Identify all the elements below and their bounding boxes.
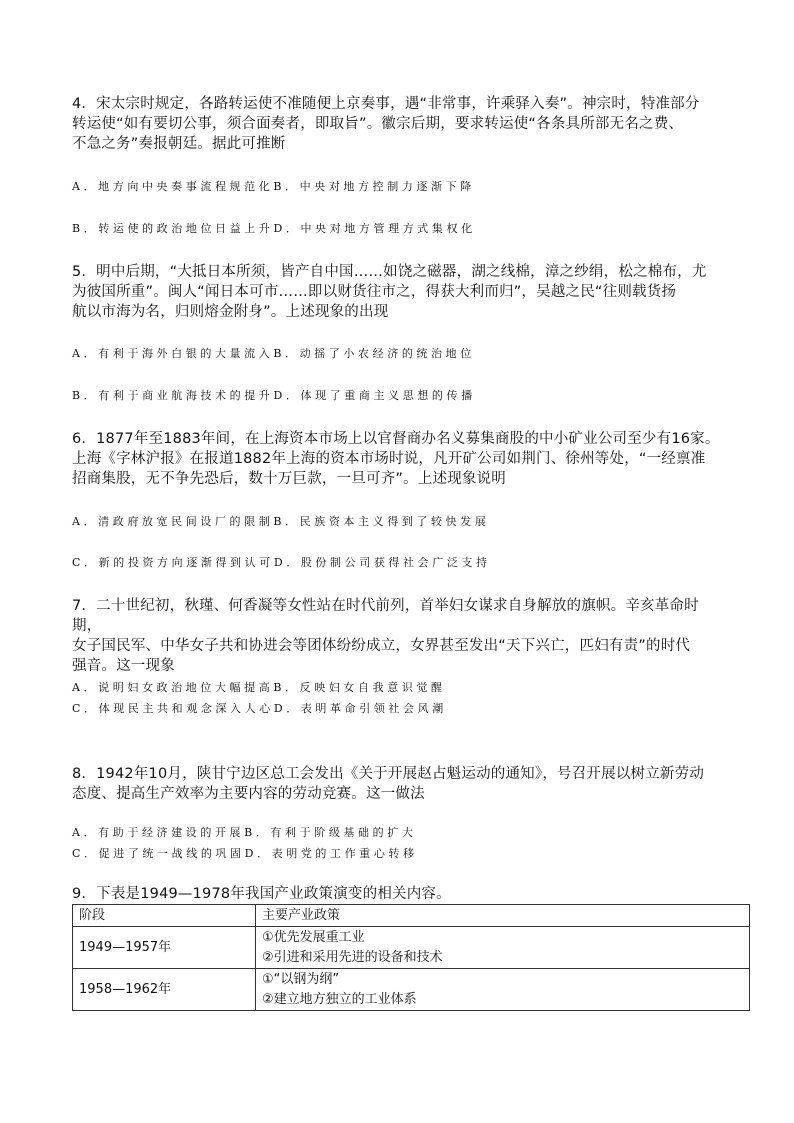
question-8-options-ab: A．有助于经济建设的开展B．有利于阶级基础的扩大 — [72, 826, 417, 839]
question-6-stem — [72, 429, 724, 489]
question-stem-line: 态度、提高生产效率为主要内容的劳动竞赛。这一做法 — [72, 786, 425, 802]
question-stem-line: 女子国民军、中华女子共和协进会等团体纷纷成立，女界甚至发出“天下兴亡，匹妇有责”的时代 — [72, 638, 691, 654]
question-6-options-ab: A．清政府放宽民间设厂的限制B．民族资本主义得到了较快发展 — [72, 515, 490, 528]
question-stem-line: 6．1877年至1883年间，在上海资本市场上以官督商办名义募集商股的中小矿业公司至少有16家。 — [72, 431, 720, 447]
question-6-options-cd: C．新的投资方向逐渐得到认可D．股份制公司获得社会广泛支持 — [72, 556, 491, 569]
question-stem-line: 5．明中后期，“大抵日本所须，皆产自中国……如饶之磁器，湖之线棉，漳之纱绢，松之棉布，尤 — [72, 264, 707, 280]
question-4-options-ab: A．地方向中央奏事流程规范化B．中央对地方控制力逐渐下降 — [72, 180, 475, 193]
question-4-stem — [72, 94, 724, 154]
question-stem-line: 强音。这一现象 — [72, 658, 175, 674]
question-stem-line: 为彼国所重”。闽人“闻日本可市……即以财货往市之，得获大利而归”，吴越之民“往则载货扬 — [72, 284, 677, 300]
policy-item: ①“以钢为纲” — [262, 971, 340, 987]
question-5-options-ab: A．有利于海外白银的大量流入B．动摇了小农经济的统治地位 — [72, 347, 475, 360]
question-stem-line: 航以市海为名，归则熔金附身”。上述现象的出现 — [72, 304, 389, 320]
policy-item: ②建立地方独立的工业体系 — [262, 991, 417, 1007]
question-8-options-cd: C．促进了统一战线的巩固D．表明党的工作重心转移 — [72, 847, 418, 860]
industry-policy-table — [72, 904, 750, 1011]
question-stem-line: 7．二十世纪初，秋瑾、何香凝等女性站在时代前列，首举妇女谋求自身解放的旗帜。辛亥革命时期， — [72, 598, 699, 634]
question-stem-line: 上海《字林沪报》在报道1882年上海的资本市场时说，凡开矿公司如荆门、徐州等处，“一经禀准 — [72, 451, 706, 467]
question-7-options-cd: C．体现民主共和观念深入人心D．表明革命引领社会风潮 — [72, 702, 447, 715]
question-stem-line: 招商集股，无不争先恐后，数十万巨款，一旦可齐”。上述现象说明 — [72, 471, 507, 487]
question-4-options-cd: B．转运使的政治地位日益上升D．中央对地方管理方式集权化 — [72, 222, 476, 235]
question-stem-line: 转运使“如有要切公事，须合面奏者，即取旨”。徽宗后期，要求转运使“各条具所部无名之费、 — [72, 116, 684, 132]
table-header-row — [73, 905, 750, 927]
question-8-stem — [72, 764, 724, 804]
question-7-stem — [72, 596, 724, 676]
table-cell-stage: 1958—1962年 — [73, 969, 256, 1011]
table-cell-stage: 1949—1957年 — [73, 927, 256, 969]
table-header-policy: 主要产业政策 — [256, 905, 750, 927]
table-header-stage: 阶段 — [73, 905, 256, 927]
table-row — [73, 927, 750, 969]
table-row — [73, 969, 750, 1011]
table-cell-policies — [256, 927, 750, 969]
question-5-options-cd: B．有利于商业航海技术的提升D．体现了重商主义思想的传播 — [72, 389, 476, 402]
table-cell-policies — [256, 969, 750, 1011]
question-9-stem: 9．下表是1949—1978年我国产业政策演变的相关内容。 — [72, 886, 451, 902]
question-stem-line: 8．1942年10月，陕甘宁边区总工会发出《关于开展赵占魁运动的通知》，号召开展以树立新劳动 — [72, 766, 705, 782]
question-5-stem — [72, 262, 724, 322]
question-stem-line: 4．宋太宗时规定，各路转运使不准随便上京奏事，遇“非常事，许乘驿入奏”。神宗时，特准部分 — [72, 96, 700, 112]
policy-item: ②引进和采用先进的设备和技术 — [262, 949, 443, 965]
question-stem-line: 不急之务”奏报朝廷。据此可推断 — [72, 136, 286, 152]
policy-item: ①优先发展重工业 — [262, 929, 365, 945]
question-7-options-ab: A．说明妇女政治地位大幅提高B．反映妇女自我意识觉醒 — [72, 681, 446, 694]
